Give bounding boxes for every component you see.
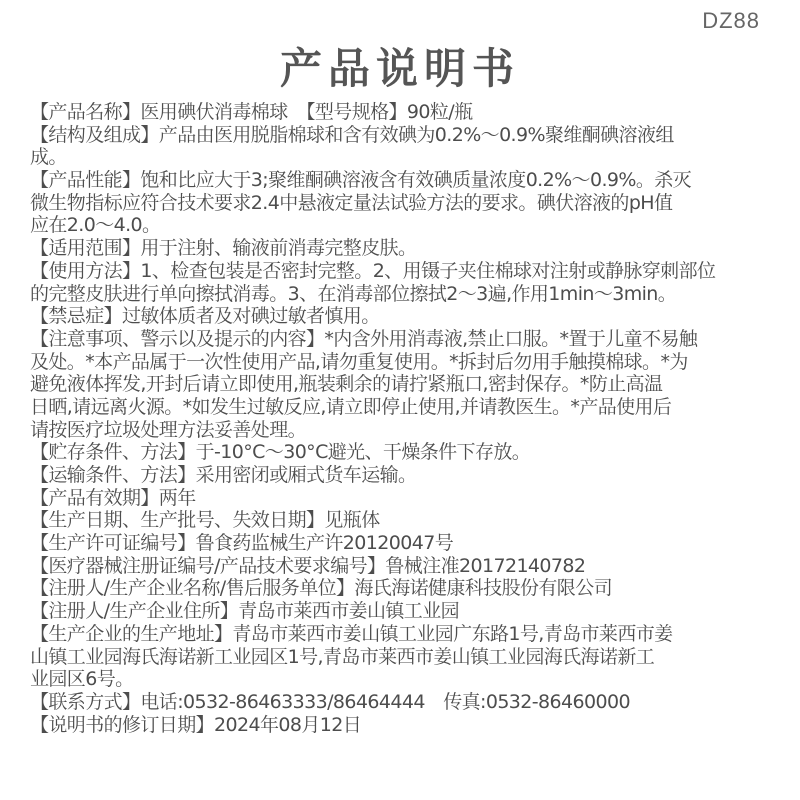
text-line: 【联系方式】电话:0532-86463333/86464444 传真:0532-86460000 (30, 690, 630, 713)
product-code: DZ88 (702, 8, 760, 33)
text-line: 【适用范围】用于注射、输液前消毒完整皮肤。 (30, 237, 417, 260)
text-line: 请按医疗垃圾处理方法妥善处理。 (30, 418, 307, 441)
text-line: 及处。*本产品属于一次性使用产品,请勿重复使用。*拆封后勿用手触摸棉球。*为 (30, 350, 688, 373)
text-line: 业园区6号。 (30, 668, 134, 691)
text-line: 【生产日期、生产批号、失效日期】见瓶体 (30, 509, 380, 532)
text-line: 微生物指标应符合技术要求2.4中悬液定量法试验方法的要求。碘伏溶液的pH值 (30, 191, 673, 214)
text-line: 【注册人/生产企业名称/售后服务单位】海氏海诺健康科技股份有限公司 (30, 577, 613, 600)
text-line: 【产品有效期】两年 (30, 486, 196, 509)
text-line: 避免液体挥发,开封后请立即使用,瓶装剩余的请拧紧瓶口,密封保存。*防止高温 (30, 373, 663, 396)
text-line: 应在2.0～4.0。 (30, 214, 161, 237)
text-line: 【产品名称】医用碘伏消毒棉球 【型号规格】90粒/瓶 (30, 101, 473, 123)
text-line: 【注意事项、警示以及提示的内容】*内含外用消毒液,禁止口服。*置于儿童不易触 (30, 327, 698, 350)
text-line: 成。 (30, 146, 67, 169)
text-line: 【注册人/生产企业住所】青岛市莱西市姜山镇工业园 (30, 600, 460, 623)
text-line: 日晒,请远离火源。*如发生过敏反应,请立即停止使用,并请教医生。*产品使用后 (30, 395, 672, 418)
text-line: 【说明书的修订日期】2024年08月12日 (30, 713, 362, 736)
text-line: 【产品性能】饱和比应大于3;聚维酮碘溶液含有效碘质量浓度0.2%～0.9%。杀灭 (30, 169, 692, 192)
text-line: 【结构及组成】产品由医用脱脂棉球和含有效碘为0.2%～0.9%聚维酮碘溶液组 (30, 123, 674, 146)
text-line: 山镇工业园海氏海诺新工业园区1号,青岛市莱西市姜山镇工业园海氏海诺新工 (30, 645, 655, 668)
text-line: 的完整皮肤进行单向擦拭消毒。3、在消毒部位擦拭2～3遍,作用1min～3min。 (30, 282, 677, 305)
page-title: 产品说明书 (279, 44, 520, 93)
text-line: 【运输条件、方法】采用密闭或厢式货车运输。 (30, 464, 417, 486)
text-line: 【贮存条件、方法】于-10°C～30°C避光、干燥条件下存放。 (30, 441, 531, 464)
text-line: 【生产企业的生产地址】青岛市莱西市姜山镇工业园广东路1号,青岛市莱西市姜 (30, 622, 673, 645)
instructions-body (30, 101, 790, 736)
text-line: 【使用方法】1、检查包装是否密封完整。2、用镊子夹住棉球对注射或静脉穿刺部位 (30, 259, 716, 282)
text-line: 【医疗器械注册证编号/产品技术要求编号】鲁械注准20172140782 (30, 554, 586, 577)
text-line: 【禁忌症】过敏体质者及对碘过敏者慎用。 (30, 305, 380, 328)
text-line: 【生产许可证编号】鲁食药监械生产许20120047号 (30, 532, 454, 555)
